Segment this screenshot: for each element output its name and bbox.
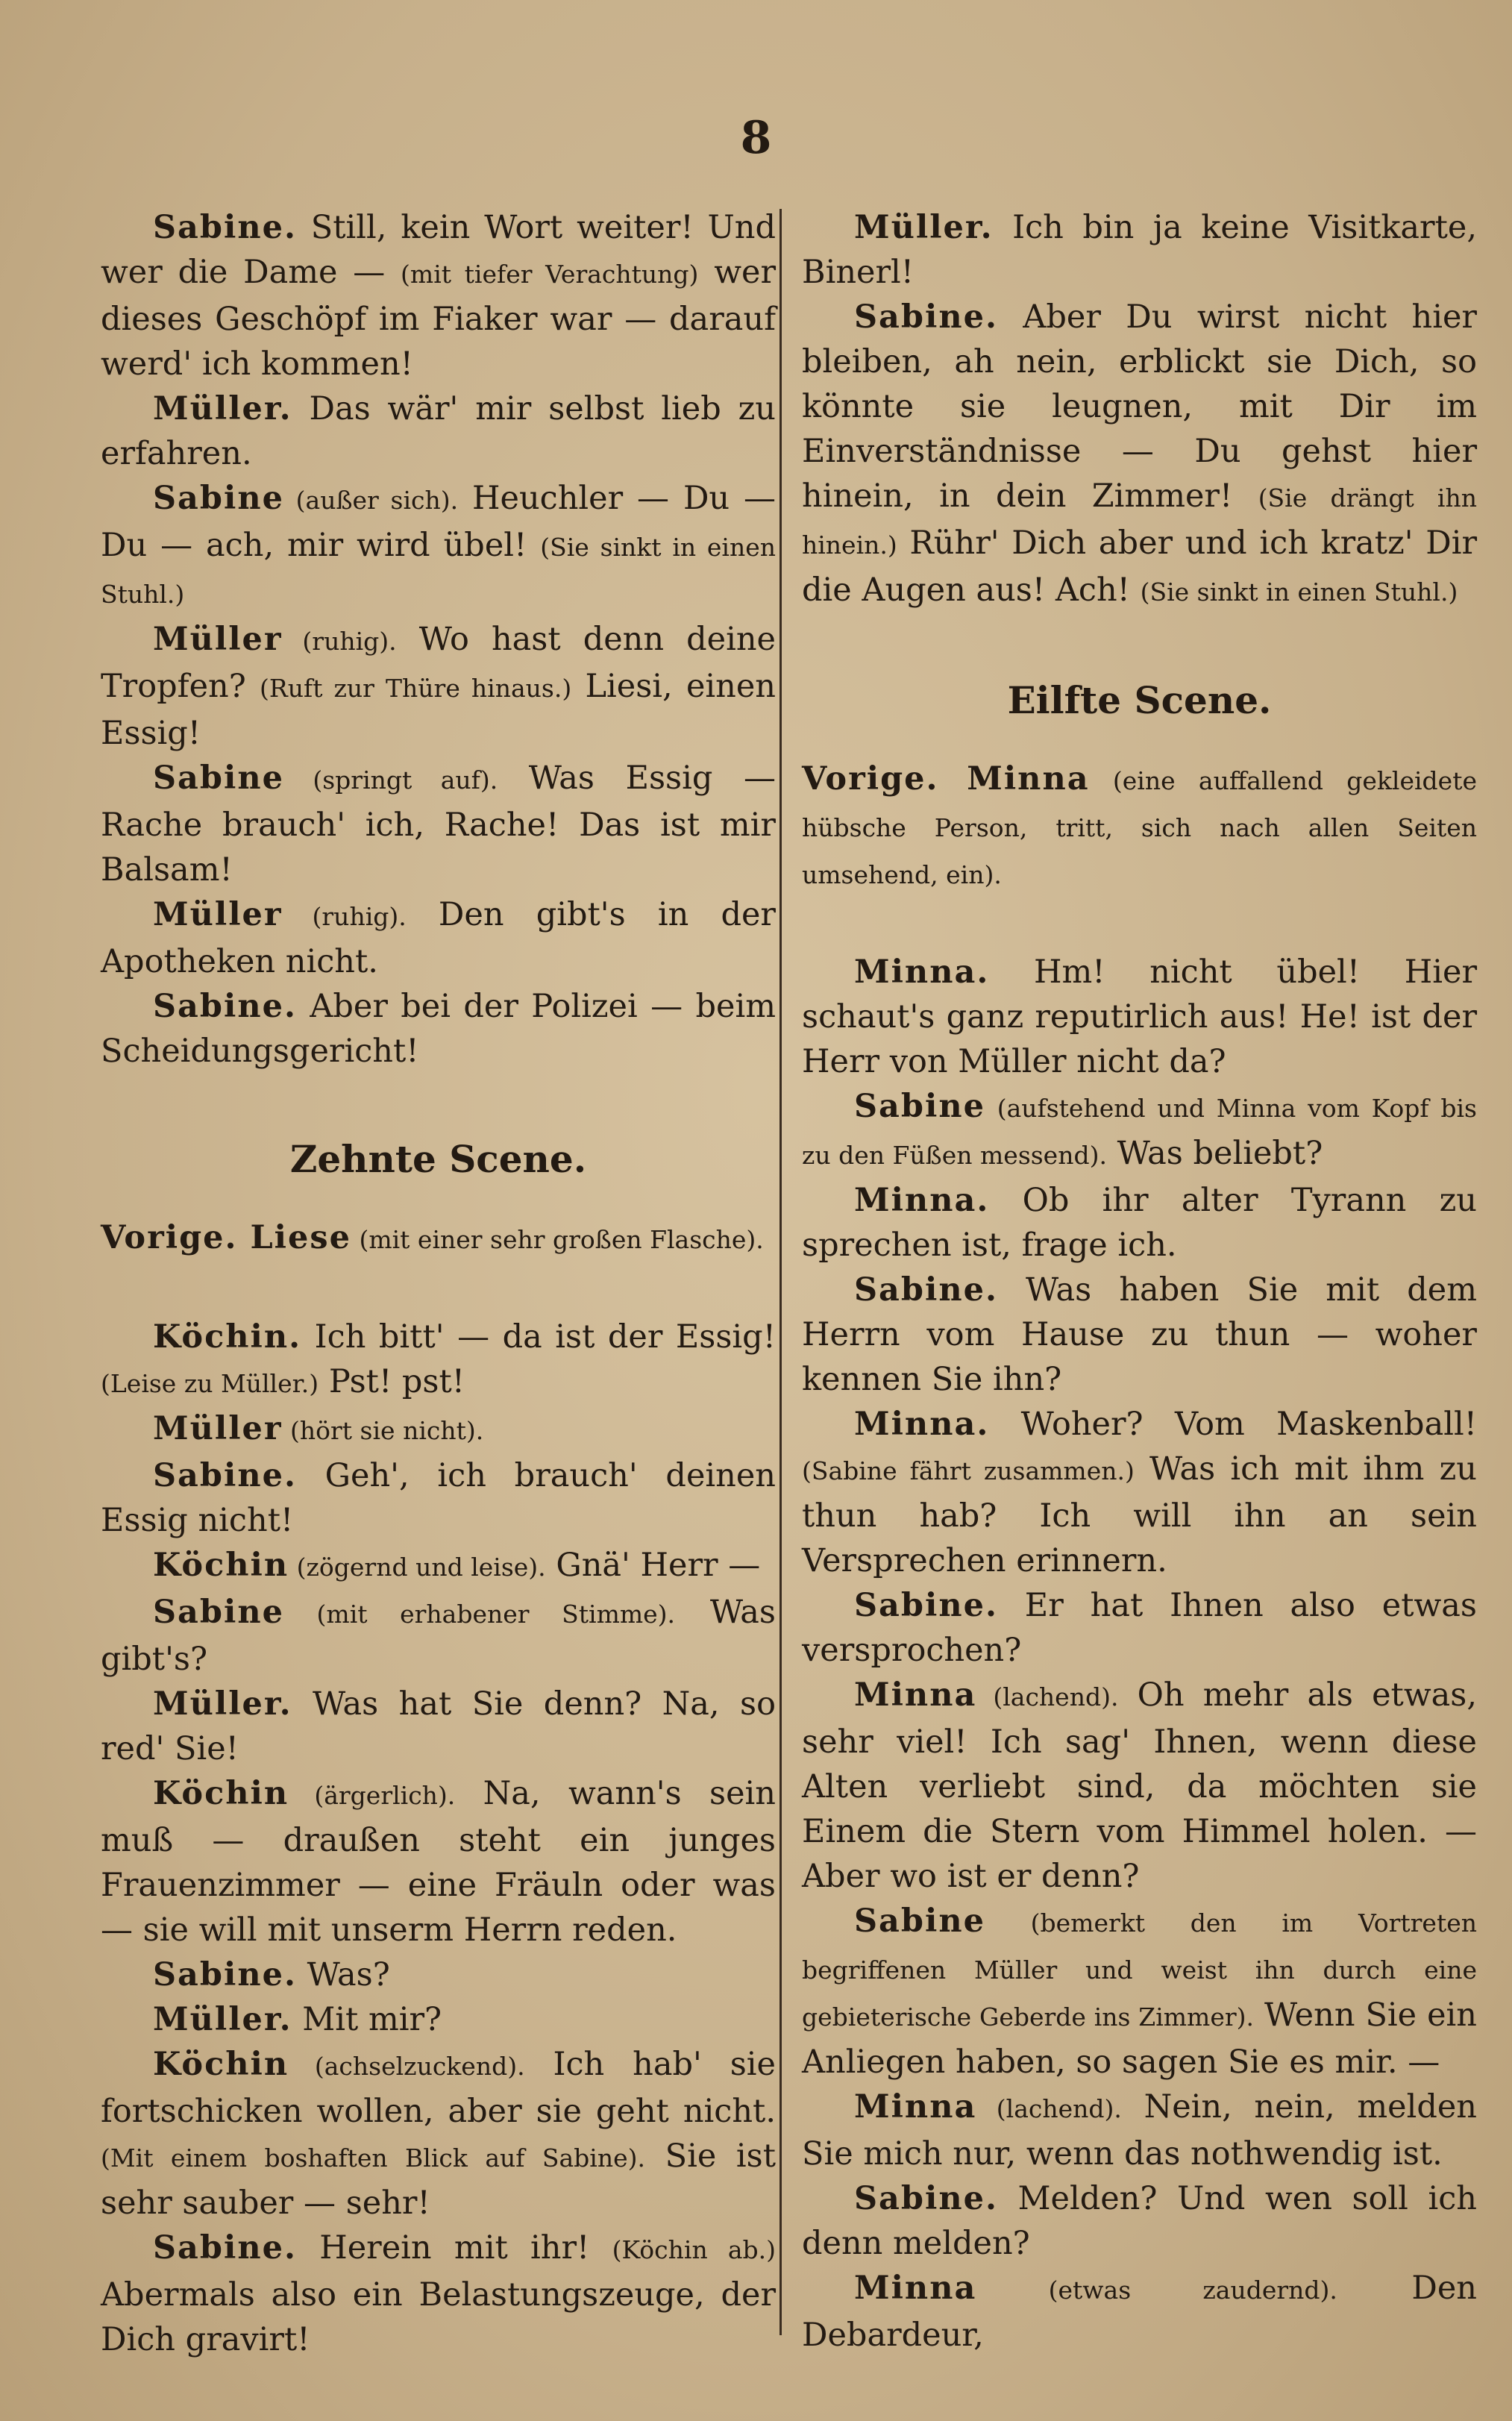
paragraph: [101, 1406, 776, 1453]
speaker-name: Minna: [854, 2088, 977, 2126]
paragraph: [101, 476, 776, 617]
dialogue-text: Heuchler — Du — Du — ach, mir wird übel!: [101, 480, 777, 564]
speaker-name: Minna.: [854, 953, 990, 991]
speaker-name: Sabine: [153, 480, 284, 517]
dialogue-text: Gnä' Herr —: [545, 1547, 761, 1584]
paragraph: [101, 617, 776, 756]
stage-direction: (lachend).: [976, 2094, 1122, 2123]
stage-direction: (mit erhabener Stimme).: [283, 1600, 676, 1629]
paragraph: [101, 1543, 776, 1590]
stage-direction: (Köchin ab.): [612, 2235, 776, 2264]
paragraph: [101, 1682, 776, 1771]
paragraph: [101, 2226, 776, 2362]
stage-direction: (bemerkt den im Vortreten begriffenen Müller und weist ihn durch eine gebieterische Geberde ins Zimmer).: [802, 1908, 1477, 2032]
speaker-name: Sabine.: [854, 1587, 998, 1624]
dialogue-text: Pst! pst!: [319, 1363, 465, 1400]
dialogue-text: Geh', ich brauch' deinen Essig nicht!: [101, 1457, 776, 1539]
paragraph: [101, 892, 776, 984]
dialogue-text: Er hat Ihnen also etwas versprochen?: [802, 1587, 1477, 1669]
speaker-name: Minna.: [854, 1182, 990, 1219]
speaker-name: Köchin.: [153, 1318, 302, 1356]
speaker-name: Sabine.: [153, 988, 297, 1025]
stage-direction: (eine auffallend gekleidete hübsche Person, tritt, sich nach allen Seiten umsehend, ein).: [802, 766, 1477, 889]
stage-direction: (etwas zaudernd).: [976, 2276, 1337, 2305]
paragraph: [101, 1997, 776, 2042]
stage-direction: (zögernd und leise).: [289, 1553, 546, 1582]
dialogue-text: Na, wann's sein muß — draußen steht ein junges Frauenzimmer — eine Fräuln oder was — sie will mit unserm Herrn reden.: [101, 1775, 776, 1949]
cast-line: [802, 757, 1477, 898]
paragraph: [101, 1453, 776, 1543]
dialogue-text: Still, kein Wort weiter! Und wer die Dame —: [101, 209, 776, 291]
paragraph: [101, 386, 776, 476]
speaker-name: Köchin: [153, 2046, 289, 2083]
dialogue-text: Aber Du wirst nicht hier bleiben, ah nein, erblickt sie Dich, so könnte sie leugnen, mit Dir im Einverständnisse — Du gehst hier hinein, in dein Zimmer!: [802, 298, 1477, 515]
paragraph: [101, 1771, 776, 1952]
paragraph: [802, 1268, 1477, 1402]
dialogue-text: Was beliebt?: [1106, 1135, 1323, 1172]
stage-direction: (aufstehend und Minna vom Kopf bis zu den Füßen messend).: [802, 1094, 1477, 1170]
speaker-name: Sabine: [153, 1594, 284, 1631]
scene-heading: Eilfte Scene.: [1007, 678, 1272, 722]
paragraph: [101, 205, 776, 386]
dialogue-text: Hm! nicht übel! Hier schaut's ganz reputirlich aus! He! ist der Herr von Müller nicht da?: [802, 953, 1477, 1080]
cast-line: [101, 1215, 776, 1262]
speaker-name: Minna.: [854, 1406, 990, 1443]
paragraph: [802, 950, 1477, 1084]
dialogue-text: Abermals also ein Belastungszeuge, der Dich gravirt!: [101, 2276, 776, 2358]
stage-direction: (Sie sinkt in einen Stuhl.): [1140, 577, 1458, 607]
paragraph: [802, 1583, 1477, 1673]
stage-direction: (ärgerlich).: [289, 1781, 456, 1810]
speaker-name: Müller.: [854, 209, 994, 246]
speaker-name: Minna: [854, 1676, 977, 1714]
stage-direction: (außer sich).: [283, 486, 459, 515]
dialogue-text: Den Debardeur,: [802, 2270, 1477, 2354]
stage-direction: (Sabine fährt zusammen.): [802, 1456, 1135, 1485]
paragraph: [802, 2266, 1477, 2358]
speaker-name: Müller: [153, 1410, 283, 1447]
speaker-name: Sabine.: [153, 1457, 297, 1494]
dialogue-text: Aber bei der Polizei — beim Scheidungsgericht!: [101, 988, 776, 1070]
speaker-name: Sabine: [854, 1902, 985, 1940]
paragraph: [802, 295, 1477, 615]
stage-direction: (achselzuckend).: [289, 2052, 525, 2081]
dialogue-text: Ich bitt' — da ist der Essig!: [301, 1318, 776, 1356]
dialogue-text: Was hat Sie denn? Na, so red' Sie!: [101, 1685, 776, 1767]
dialogue-text: Wenn Sie ein Anliegen haben, so sagen Sie es mir. —: [802, 1996, 1477, 2081]
paragraph: [802, 205, 1477, 295]
dialogue-text: Was gibt's?: [101, 1594, 776, 1678]
stage-direction: (Ruft zur Thüre hinaus.): [260, 674, 572, 703]
paragraph: [101, 2042, 776, 2226]
dialogue-text: Ob ihr alter Tyrann zu sprechen ist, frage ich.: [802, 1182, 1477, 1264]
speaker-name: Müller: [153, 621, 283, 658]
speaker-name: Sabine: [153, 760, 284, 797]
right-column: [802, 205, 1477, 2358]
paragraph: [101, 984, 776, 1074]
dialogue-text: Melden? Und wen soll ich denn melden?: [802, 2180, 1477, 2262]
stage-direction: (Sie sinkt in einen Stuhl.): [101, 533, 776, 609]
dialogue-text: Wo hast denn deine Tropfen?: [101, 621, 776, 705]
cast-names: Vorige. Minna: [802, 760, 1090, 798]
dialogue-text: Herein mit ihr!: [296, 2229, 612, 2267]
stage-direction: (mit tiefer Verachtung): [401, 260, 699, 289]
speaker-name: Köchin: [153, 1547, 289, 1584]
paragraph: [802, 1084, 1477, 1178]
page-number: 8: [740, 112, 772, 164]
speaker-name: Sabine.: [153, 1956, 297, 1994]
column-divider: [779, 209, 782, 2335]
dialogue-text: Den gibt's in der Apotheken nicht.: [101, 896, 776, 980]
dialogue-text: Liesi, einen Essig!: [101, 668, 776, 752]
dialogue-text: Nein, nein, melden Sie mich nur, wenn das nothwendig ist.: [802, 2088, 1477, 2173]
speaker-name: Minna: [854, 2270, 977, 2307]
paragraph: [101, 1952, 776, 1997]
stage-direction: (hört sie nicht).: [282, 1416, 484, 1445]
paragraph: [802, 1673, 1477, 1899]
speaker-name: Sabine.: [854, 1271, 998, 1309]
dialogue-text: Woher? Vom Maskenball!: [989, 1406, 1477, 1443]
paragraph: [802, 2176, 1477, 2266]
dialogue-text: Oh mehr als etwas, sehr viel! Ich sag' Ihnen, wenn diese Alten verliebt sind, da möchten sie Einem die Stern vom Himmel holen. — Aber wo ist er denn?: [802, 1676, 1477, 1895]
left-column: [101, 205, 776, 2362]
dialogue-text: Sie ist sehr sauber — sehr!: [101, 2137, 776, 2222]
scene-heading: Zehnte Scene.: [289, 1137, 587, 1181]
dialogue-text: Was Essig — Rache brauch' ich, Rache! Das ist mir Balsam!: [101, 760, 776, 889]
speaker-name: Sabine: [854, 1088, 985, 1125]
speaker-name: Müller.: [153, 1685, 292, 1723]
paragraph: [101, 1315, 776, 1406]
speaker-name: Sabine.: [153, 209, 297, 246]
dialogue-text: Was ich mit ihm zu thun hab? Ich will ihn an sein Versprechen erinnern.: [802, 1450, 1477, 1579]
stage-direction: (Leise zu Müller.): [101, 1369, 319, 1398]
paragraph: [101, 1590, 776, 1682]
stage-direction: (springt auf).: [283, 765, 498, 795]
paragraph: [802, 1402, 1477, 1583]
dialogue-text: Rühr' Dich aber und ich kratz' Dir die Augen aus! Ach!: [802, 524, 1477, 609]
stage-direction: (Sie drängt ihn hinein.): [802, 483, 1477, 560]
paragraph: [802, 1178, 1477, 1268]
dialogue-text: wer dieses Geschöpf im Fiaker war — darauf werd' ich kommen!: [101, 254, 777, 383]
speaker-name: Müller.: [153, 390, 292, 427]
stage-direction: (Mit einem boshaften Blick auf Sabine).: [101, 2143, 646, 2173]
dialogue-text: Mit mir?: [292, 2001, 442, 2038]
speaker-name: Köchin: [153, 1775, 289, 1812]
dialogue-text: Das wär' mir selbst lieb zu erfahren.: [101, 390, 776, 472]
stage-direction: (mit einer sehr großen Flasche).: [351, 1225, 764, 1254]
stage-direction: (lachend).: [976, 1682, 1119, 1711]
stage-direction: (ruhig).: [282, 627, 397, 656]
speaker-name: Müller.: [153, 2001, 292, 2038]
dialogue-text: Ich hab' sie fortschicken wollen, aber sie geht nicht.: [101, 2046, 776, 2130]
speaker-name: Sabine.: [854, 2180, 998, 2217]
cast-names: Vorige. Liese: [101, 1219, 351, 1256]
speaker-name: Sabine.: [153, 2229, 297, 2267]
paragraph: [802, 1899, 1477, 2085]
speaker-name: Sabine.: [854, 298, 998, 336]
dialogue-text: Was haben Sie mit dem Herrn vom Hause zu thun — woher kennen Sie ihn?: [802, 1271, 1477, 1398]
speaker-name: Müller: [153, 896, 283, 933]
dialogue-text: Ich bin ja keine Visitkarte, Binerl!: [802, 209, 1477, 291]
paragraph: [802, 2085, 1477, 2176]
dialogue-text: Was?: [296, 1956, 390, 1994]
paragraph: [101, 756, 776, 892]
stage-direction: (ruhig).: [282, 902, 407, 931]
